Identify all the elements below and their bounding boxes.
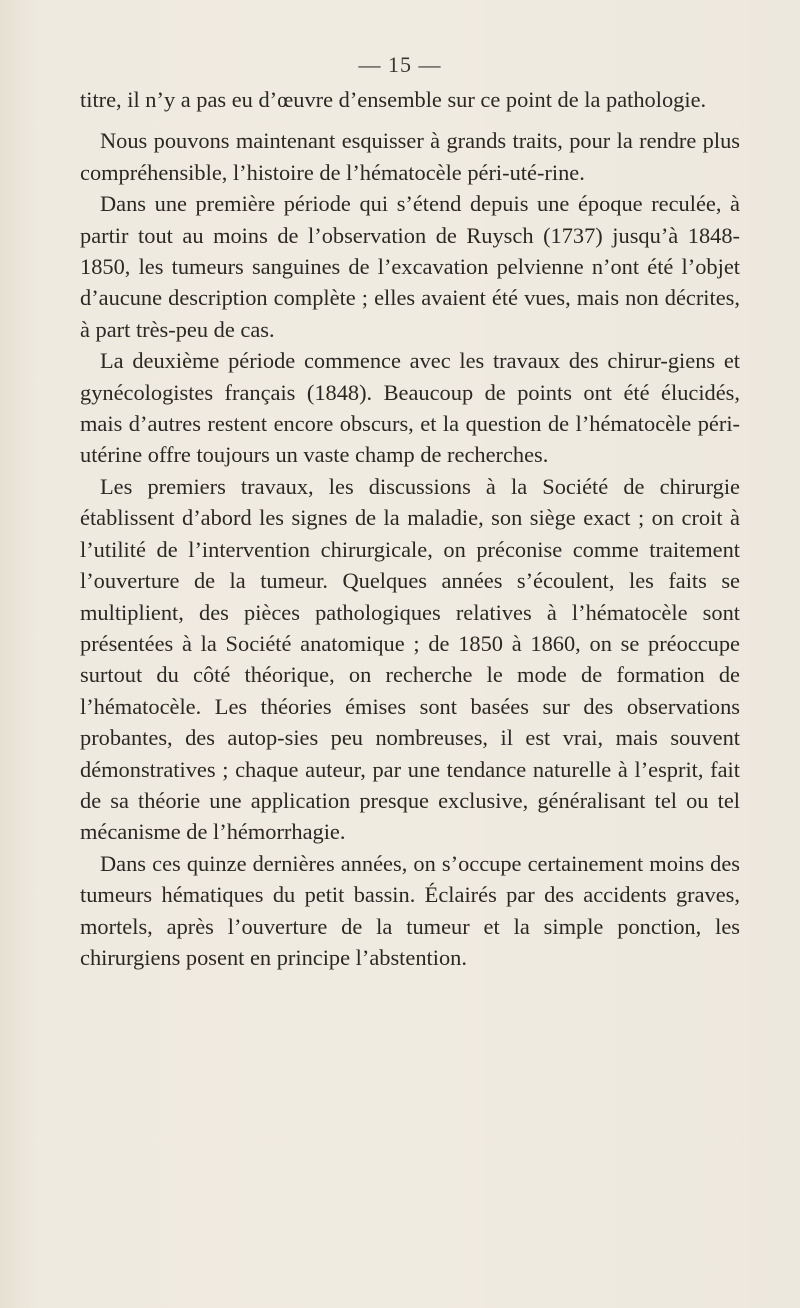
paragraph-first-period: Dans une première période qui s’étend depuis une époque reculée, à partir tout au moins de l’observation de Ruysch (1737) jusqu’à 1848-1850, les tumeurs sanguines de l’excavation pelvienne n’ont été l’objet d’aucune description complète ; elles avaient été vues, mais non décrites, à part très-peu de cas. xyxy=(80,191,740,342)
paragraph-recent-years: Dans ces quinze dernières années, on s’occupe certainement moins des tumeurs hématiques du petit bassin. Éclairés par des accidents graves, mortels, après l’ouverture de la tumeur et la simple ponction, les chirurgiens posent en principe l’abstention. xyxy=(80,850,740,970)
paragraph-second-period: La deuxième période commence avec les travaux des chirur-giens et gynécologistes français (1848). Beaucoup de points ont été élucidés, mais d’autres restent encore obscurs, et la question de l’hématocèle péri-utérine offre toujours un vaste champ de recherches. xyxy=(80,348,740,468)
paragraph-continuation: titre, il n’y a pas eu d’œuvre d’ensemble sur ce point de la pathologie. xyxy=(80,87,707,112)
paragraph-intro-history: Nous pouvons maintenant esquisser à grands traits, pour la rendre plus compréhensible, l’histoire de l’hématocèle péri-uté-rine. xyxy=(80,128,740,185)
body-text xyxy=(80,84,740,973)
page-number: — 15 — xyxy=(358,52,442,77)
paragraph-early-works: Les premiers travaux, les discussions à la Société de chirurgie établissent d’abord les signes de la maladie, son siège exact ; on croit à l’utilité de l’intervention chirurgicale, on préconise comme traitement l’ouverture de la tumeur. Quelques années s’écoulent, les faits se multiplient, des pièces pathologiques relatives à l’hématocèle sont présentées à la Société anatomique ; de 1850 à 1860, on se préoccupe surtout du côté théorique, on recherche le mode de formation de l’hématocèle. Les théories émises sont basées sur des observations probantes, des autop-sies peu nombreuses, il est vrai, mais souvent démonstratives ; chaque auteur, par une tendance naturelle à l’esprit, fait de sa théorie une application presque exclusive, généralisant tel ou tel mécanisme de l’hémorrhagie. xyxy=(80,473,740,845)
